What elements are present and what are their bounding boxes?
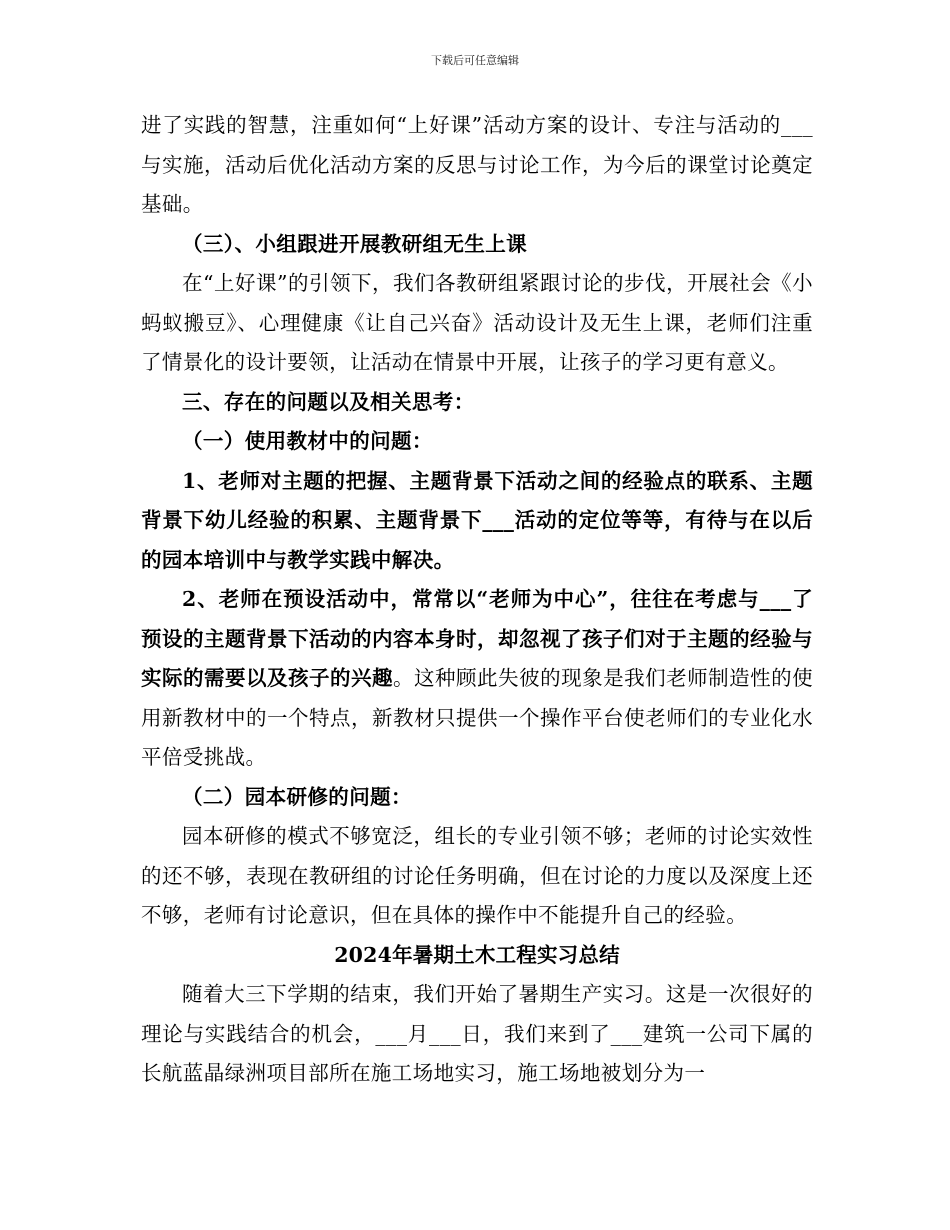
paragraph-textbook-issue-2-rest: 。这种顾此失彼的现象是我们老师制造性的使用新教材中的一个特点，新教材只提供一个操作平台使老师们的专业化水平倍受挑战。 (141, 666, 813, 769)
paragraph-internship-intro: 随着大三下学期的结束，我们开始了暑期生产实习。这是一次很好的理论与实践结合的机会，___月___日，我们来到了___建筑一公司下属的长航蓝晶绿洲项目部所在施工场地实习，施工场地被划分为一 (141, 982, 813, 1085)
paragraph-research-issue: 园本研修的模式不够宽泛，组长的专业引领不够；老师的讨论实效性的还不够，表现在教研组的讨论任务明确，但在讨论的力度以及深度上还不够，老师有讨论意识，但在具体的操作中不能提升自己的经验。 (141, 824, 813, 927)
heading-research-problems: （二）园本研修的问题： (182, 784, 412, 809)
heading-group-follow-up: （三）、小组跟进开展教研组无生上课 (182, 231, 528, 256)
heading-textbook-problems: （一）使用教材中的问题： (182, 429, 433, 453)
heading-problems: 三、存在的问题以及相关思考： (182, 389, 475, 414)
document-title-internship: 2024年暑期土木工程实习总结 (334, 942, 620, 967)
paragraph-practice-wisdom: 进了实践的智慧，注重如何“上好课”活动方案的设计、专注与活动的___与实施，活动后优化活动方案的反思与讨论工作，为今后的课堂讨论奠定基础。 (141, 113, 813, 216)
paragraph-textbook-issue-1: 1、老师对主题的把握、主题背景下活动之间的经验点的联系、主题背景下幼儿经验的积累、主题背景下___活动的定位等等，有待与在以后的园本培训中与教学实践中解决。 (141, 468, 813, 572)
page-header-note: 下载后可任意编辑 (431, 54, 519, 67)
paragraph-lesson-design: 在“上好课”的引领下，我们各教研组紧跟讨论的步伐，开展社会《小蚂蚁搬豆》、心理健康《让自己兴奋》活动设计及无生上课，老师们注重了情景化的设计要领，让活动在情景中开展，让孩子的学习更有意义。 (141, 271, 813, 374)
paragraph-textbook-issue-2-bold: 2、老师在预设活动中，常常以“老师为中心”，往往在考虑与___了预设的主题背景下活动的内容本身时，却忽视了孩子们对于主题的经验与实际的需要以及孩子的兴趣 (141, 587, 813, 690)
paragraph-textbook-issue-2 (141, 580, 813, 778)
document-body (141, 106, 813, 1094)
